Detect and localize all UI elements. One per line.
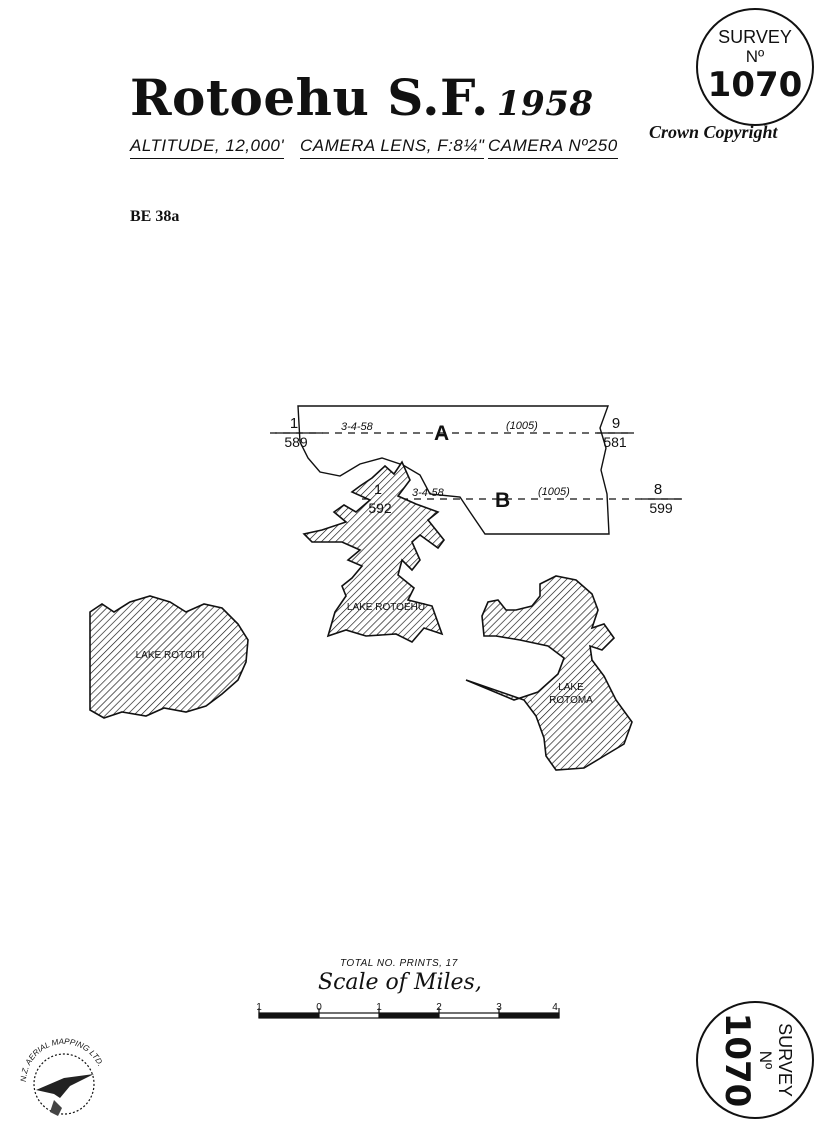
scale-tick-label: 3: [496, 1002, 502, 1013]
lake-rotoma-shape: [466, 576, 632, 770]
lake-rotoma-label-line1: LAKE: [558, 682, 584, 693]
stamp-survey-word: SURVEY: [718, 27, 792, 47]
stamp-number: 1070: [717, 1012, 757, 1108]
title-year: 1958: [496, 84, 594, 124]
sheet-reference: BE 38a: [130, 208, 180, 225]
scale-title: Scale of Miles,: [318, 970, 482, 995]
scale-tick-label: 1: [376, 1002, 382, 1013]
altitude-label: ALTITUDE, 12,000': [130, 136, 284, 159]
run-b-start-print: 592: [368, 500, 392, 516]
run-b-start-label: 1: [374, 481, 382, 497]
run-a-scale: (1005): [506, 420, 538, 432]
run-b-letter: B: [495, 489, 511, 512]
run-b-scale: (1005): [538, 486, 570, 498]
scale-tick-label: 0: [316, 1002, 322, 1013]
scale-bar-segment: [259, 1013, 319, 1018]
run-a-date: 3-4-58: [341, 421, 373, 433]
scale-bar-segment: [499, 1013, 559, 1018]
run-a-start-label: 1: [289, 415, 299, 432]
scale-tick-label: 4: [552, 1002, 558, 1013]
run-a-letter: A: [434, 422, 450, 445]
logo-text: N.Z. AERIAL MAPPING LTD.: [18, 1038, 106, 1083]
title-text: Rotoehu S.F.: [130, 68, 489, 127]
total-prints: TOTAL NO. PRINTS, 17: [340, 958, 458, 969]
run-a-end-print: 581: [603, 434, 627, 450]
aircraft-icon: [36, 1074, 94, 1098]
crown-copyright: Crown Copyright: [649, 122, 778, 142]
run-a-start-print: 589: [284, 434, 308, 450]
run-b-date: 3-4-58: [412, 487, 444, 499]
lake-rotoma-label-line2: ROTOMA: [549, 695, 593, 706]
run-b-end-label: 8: [653, 481, 663, 498]
camera-number-label: CAMERA Nº250: [488, 136, 618, 159]
stamp-number: 1070: [707, 65, 803, 105]
scale-tick-label: 2: [436, 1002, 442, 1013]
scale-bar-segment: [379, 1013, 439, 1018]
lake-rotoiti-label: LAKE ROTOITI: [135, 650, 205, 661]
stamp-no-word: Nº: [745, 47, 765, 66]
scale-tick-label: 1: [256, 1002, 262, 1013]
nz-aerial-mapping-logo: [14, 1038, 114, 1120]
lake-rotoehu-label: LAKE ROTOEHU: [346, 602, 426, 613]
camera-lens-label: CAMERA LENS, F:8¼": [300, 136, 484, 159]
run-a-end-label: 9: [611, 415, 621, 432]
nz-map-icon: [50, 1100, 62, 1116]
stamp-no-word: Nº: [756, 1050, 775, 1070]
run-b-end-print: 599: [649, 500, 673, 516]
stamp-survey-word: SURVEY: [775, 1023, 795, 1097]
